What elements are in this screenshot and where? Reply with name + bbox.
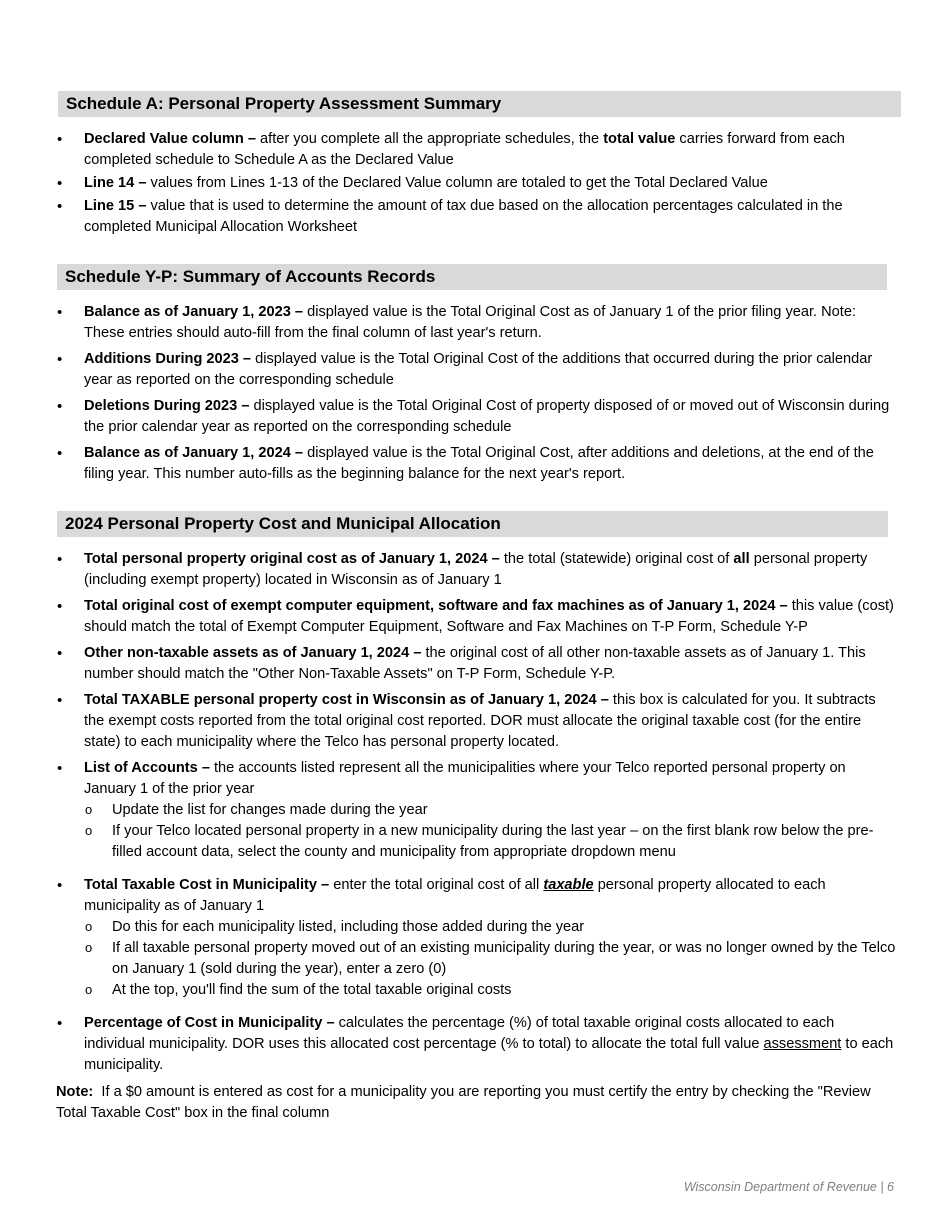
list-item	[56, 690, 898, 753]
list-item	[56, 196, 898, 238]
emphasis: all	[733, 551, 750, 567]
sub-list	[84, 917, 898, 1001]
list-item	[56, 302, 898, 344]
sub-list-item: o If your Telco located personal property in a new municipality during the last year – on the first blank row below the pre-filled account data, select the county and municipality from appropriate dropdown menu	[84, 821, 898, 863]
description: the accounts listed represent all the municipalities where your Telco reported personal property on January 1 of the prior year	[84, 760, 846, 797]
description: to each municipality.	[84, 1036, 894, 1073]
description: the original cost of all other non-taxable assets as of January 1. This number should match the "Other Non-Taxable Assets" on T-P Form, Schedule Y-P.	[84, 645, 866, 682]
description: the total (statewide) original cost of	[499, 551, 734, 567]
description: values from Lines 1-13 of the Declared Value column are totaled to get the Total Declared Value	[146, 175, 768, 191]
sub-list-item: o Do this for each municipality listed, including those added during the year	[84, 917, 898, 938]
term: Line 15 –	[84, 198, 147, 214]
description: displayed value is the Total Original Cost of the additions that occurred during the prior calendar year as reported on the corresponding schedule	[84, 351, 873, 388]
allocation-list	[56, 549, 898, 1076]
term: Total TAXABLE personal property cost in Wisconsin as of January 1, 2024 –	[84, 692, 609, 708]
term: Additions During 2023 –	[84, 351, 252, 367]
schedule-a-list	[56, 129, 898, 238]
description: carries forward from each completed schedule to Schedule A as the Declared Value	[84, 131, 845, 168]
document-page	[56, 91, 898, 1124]
term: Line 14 –	[84, 175, 147, 191]
emphasis: assessment	[763, 1036, 842, 1052]
sub-list-item: o At the top, you'll find the sum of the total taxable original costs	[84, 980, 898, 1001]
term: Total original cost of exempt computer equipment, software and fax machines as of January 1, 2024 –	[84, 598, 788, 614]
list-item	[56, 643, 898, 685]
sub-list-item: o If all taxable personal property moved out of an existing municipality during the year, or was no longer owned by the Telco on January 1 (sold during the year), enter a zero (0)	[84, 938, 898, 980]
term: Declared Value column –	[84, 131, 256, 147]
term: Other non-taxable assets as of January 1, 2024 –	[84, 645, 422, 661]
section-heading-schedule-yp: Schedule Y-P: Summary of Accounts Records	[57, 264, 887, 290]
description: value that is used to determine the amount of tax due based on the allocation percentages calculated in the completed Municipal Allocation Worksheet	[84, 198, 843, 235]
page-footer: Wisconsin Department of Revenue | 6	[683, 1180, 894, 1194]
list-item	[56, 129, 898, 171]
emphasis: total value	[603, 131, 676, 147]
note-paragraph	[56, 1082, 898, 1124]
term: Deletions During 2023 –	[84, 398, 250, 414]
term: Balance as of January 1, 2024 –	[84, 445, 304, 461]
description: calculates the percentage (%) of total taxable original costs allocated to each individual municipality. DOR uses this allocated cost percentage (% to total) to allocate the total full value	[84, 1015, 835, 1052]
term: Total Taxable Cost in Municipality –	[84, 877, 330, 893]
description: after you complete all the appropriate schedules, the	[255, 131, 604, 147]
description: enter the total original cost of all	[329, 877, 544, 893]
term: Total personal property original cost as of January 1, 2024 –	[84, 551, 500, 567]
emphasis: taxable	[543, 877, 594, 893]
list-item	[56, 396, 898, 438]
term: Balance as of January 1, 2023 –	[84, 304, 304, 320]
description: displayed value is the Total Original Cost, after additions and deletions, at the end of the filing year. This number auto-fills as the beginning balance for the next year's report.	[84, 445, 874, 482]
list-item	[56, 349, 898, 391]
section-heading-schedule-a: Schedule A: Personal Property Assessment Summary	[58, 91, 901, 117]
description: displayed value is the Total Original Cost of property disposed of or moved out of Wisconsin during the prior calendar year as reported on the corresponding schedule	[84, 398, 890, 435]
note-text: If a $0 amount is entered as cost for a municipality you are reporting you must certify the entry by checking the "Review Total Taxable Cost" box in the final column	[56, 1084, 875, 1121]
list-item	[56, 443, 898, 485]
description: personal property (including exempt property) located in Wisconsin as of January 1	[84, 551, 868, 588]
list-item	[56, 596, 898, 638]
schedule-yp-list	[56, 302, 898, 485]
description: this value (cost) should match the total of Exempt Computer Equipment, Software and Fax Machines on T-P Form, Schedule Y-P	[84, 598, 894, 635]
list-item	[56, 1013, 898, 1076]
sub-list	[84, 800, 898, 863]
sub-list-item: o Update the list for changes made during the year	[84, 800, 898, 821]
list-item	[56, 875, 898, 1001]
note-label: Note:	[56, 1084, 94, 1100]
description: this box is calculated for you. It subtracts the exempt costs reported from the total original cost reported. DOR must allocate the original taxable cost (for the entire state) to each municipality where the Telco has personal property located.	[84, 692, 876, 750]
list-item	[56, 549, 898, 591]
description: personal property allocated to each municipality as of January 1	[84, 877, 826, 914]
list-item	[56, 758, 898, 863]
section-heading-allocation: 2024 Personal Property Cost and Municipal Allocation	[57, 511, 888, 537]
description: displayed value is the Total Original Cost as of January 1 of the prior filing year. Note: These entries should auto-fill from the final column of last year's return.	[84, 304, 857, 341]
term: List of Accounts –	[84, 760, 210, 776]
term: Percentage of Cost in Municipality –	[84, 1015, 335, 1031]
list-item	[56, 173, 898, 194]
